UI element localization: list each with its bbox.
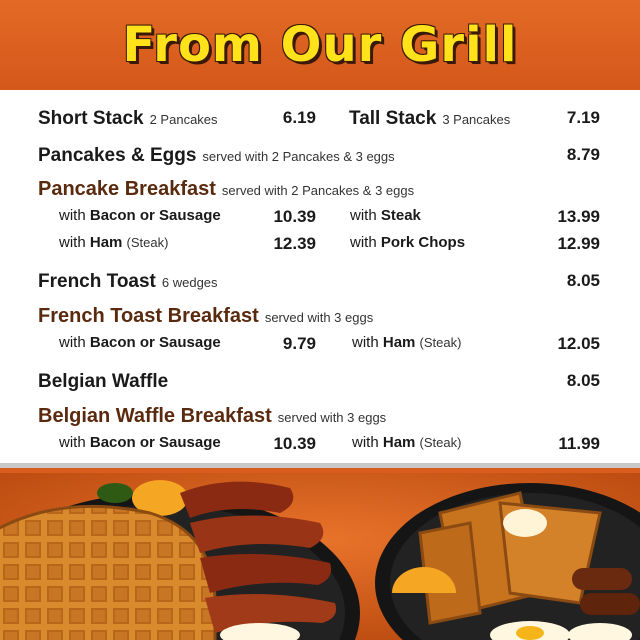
option-bacon-sausage: with Bacon or Sausage bbox=[59, 207, 221, 224]
option-ham: with Ham (Steak) bbox=[352, 334, 462, 351]
item-name: Tall Stack bbox=[349, 108, 437, 129]
item-name: Pancakes & Eggs bbox=[38, 145, 197, 166]
menu-row-belgian-waffle-breakfast bbox=[0, 405, 640, 431]
item-note: served with 2 Pancakes & 3 eggs bbox=[202, 149, 395, 164]
option-pork-chops: with Pork Chops bbox=[350, 234, 466, 251]
item-note: 6 wedges bbox=[161, 275, 218, 290]
menu-item-belgian-waffle-breakfast bbox=[38, 405, 386, 428]
menu-board bbox=[0, 90, 640, 468]
butter bbox=[503, 509, 547, 537]
option-bacon-sausage: with Bacon or Sausage bbox=[59, 434, 221, 451]
item-name: French Toast bbox=[38, 271, 156, 292]
menu-row-pancake-breakfast bbox=[0, 178, 640, 204]
pancake-breakfast-options-2 bbox=[0, 234, 640, 260]
price-option: 12.05 bbox=[557, 334, 600, 353]
price-tall-stack: 7.19 bbox=[566, 108, 600, 127]
menu-header bbox=[0, 0, 640, 90]
item-name: Belgian Waffle bbox=[38, 371, 169, 392]
item-name: Short Stack bbox=[38, 108, 144, 129]
item-note: served with 2 Pancakes & 3 eggs bbox=[221, 183, 415, 198]
price-pancakes-eggs: 8.79 bbox=[566, 145, 600, 164]
option-ham: with Ham (Steak) bbox=[352, 434, 462, 451]
item-name: French Toast Breakfast bbox=[38, 305, 259, 327]
sausage-link bbox=[572, 568, 632, 590]
french-toast-breakfast-options bbox=[0, 334, 640, 360]
sausage-link bbox=[580, 593, 640, 615]
menu-row-pancakes-eggs bbox=[0, 145, 640, 171]
price-french-toast: 8.05 bbox=[566, 271, 600, 290]
option-steak: with Steak bbox=[350, 207, 421, 224]
item-name: Belgian Waffle Breakfast bbox=[38, 405, 272, 427]
food-illustration bbox=[0, 473, 640, 640]
price-option: 11.99 bbox=[558, 434, 600, 453]
food-photo bbox=[0, 473, 640, 640]
price-option: 10.39 bbox=[273, 207, 316, 226]
item-note: served with 3 eggs bbox=[264, 310, 374, 325]
menu-item-pancakes-eggs bbox=[38, 145, 395, 167]
menu-item-french-toast bbox=[38, 271, 218, 293]
menu-item-pancake-breakfast bbox=[38, 178, 414, 201]
price-belgian-waffle: 8.05 bbox=[566, 371, 600, 390]
option-ham: with Ham (Steak) bbox=[59, 234, 169, 251]
menu-row-belgian-waffle bbox=[0, 371, 640, 397]
menu-item-tall-stack bbox=[349, 108, 510, 130]
menu-item-short-stack bbox=[38, 108, 218, 130]
option-bacon-sausage: with Bacon or Sausage bbox=[59, 334, 221, 351]
menu-row-stacks bbox=[0, 108, 640, 134]
belgian-waffle-breakfast-options bbox=[0, 434, 640, 460]
menu-row-french-toast bbox=[0, 271, 640, 297]
price-option: 12.39 bbox=[273, 234, 316, 253]
item-note: 2 Pancakes bbox=[149, 112, 218, 127]
menu-row-french-toast-breakfast bbox=[0, 305, 640, 331]
item-note: 3 Pancakes bbox=[442, 112, 511, 127]
price-option: 10.39 bbox=[273, 434, 316, 453]
price-option: 13.99 bbox=[557, 207, 600, 226]
garnish bbox=[97, 483, 133, 503]
price-option: 9.79 bbox=[282, 334, 316, 353]
pancake-breakfast-options-1 bbox=[0, 207, 640, 233]
price-short-stack: 6.19 bbox=[282, 108, 316, 127]
menu-item-belgian-waffle bbox=[38, 371, 168, 393]
menu-item-french-toast-breakfast bbox=[38, 305, 373, 328]
page-title: From Our Grill bbox=[122, 17, 518, 73]
price-option: 12.99 bbox=[557, 234, 600, 253]
item-note: served with 3 eggs bbox=[277, 410, 387, 425]
item-name: Pancake Breakfast bbox=[38, 178, 216, 200]
